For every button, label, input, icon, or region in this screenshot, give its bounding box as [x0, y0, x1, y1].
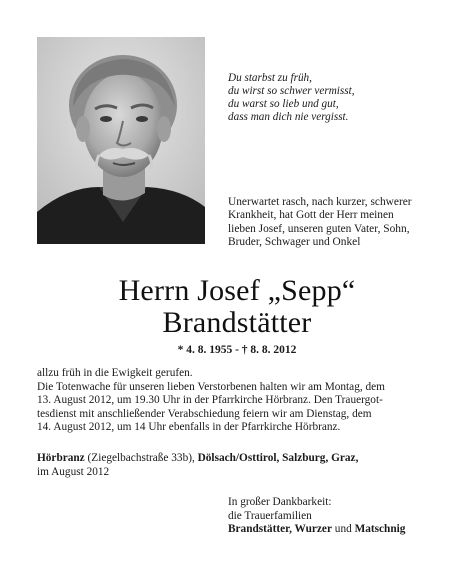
- poem-line: Du starbst zu früh,: [228, 72, 312, 84]
- body-line: 13. August 2012, um 19.30 Uhr in der Pfarrkirche Hörbranz. Den Trauergot-: [37, 394, 383, 407]
- closing-families-label: die Trauerfamilien: [228, 509, 312, 522]
- intro-text: [228, 196, 446, 250]
- place-town: Hörbranz: [37, 452, 85, 464]
- poem: [228, 72, 448, 124]
- poem-line: du warst so lieb und gut,: [228, 98, 339, 110]
- family-names-2: Matschnig: [354, 523, 406, 536]
- body-line: 14. August 2012, um 14 Uhr ebenfalls in der Pfarrkirche Hörbranz.: [37, 421, 341, 434]
- place-street: (Ziegelbachstraße 33b),: [84, 452, 198, 464]
- intro-line: Bruder, Schwager und Onkel: [228, 236, 361, 249]
- body-line: allzu früh in die Ewigkeit gerufen.: [37, 367, 193, 379]
- place-others: Dölsach/Osttirol, Salzburg, Graz,: [197, 452, 359, 464]
- intro-line: lieben Josef, unseren guten Vater, Sohn,: [228, 222, 410, 235]
- poem-line: dass man dich nie vergisst.: [228, 111, 349, 123]
- closing-families: [228, 523, 458, 537]
- poem-line: du wirst so schwer vermisst,: [228, 85, 355, 97]
- family-names-1: Brandstätter, Wurzer: [228, 523, 332, 536]
- closing-thanks: In großer Dankbarkeit:: [228, 496, 332, 508]
- place-date: im August 2012: [37, 465, 110, 478]
- funeral-details: [37, 367, 437, 435]
- closing-signature: [228, 496, 458, 537]
- intro-line: Krankheit, hat Gott der Herr meinen: [228, 209, 394, 222]
- family-and: und: [331, 523, 355, 536]
- intro-line: Unerwartet rasch, nach kurzer, schwerer: [228, 196, 412, 208]
- place-line: [37, 452, 437, 466]
- body-line: tesdienst mit anschließender Verabschiedung feiern wir am Dienstag, dem: [37, 407, 372, 420]
- place-and-date: [37, 452, 437, 479]
- portrait-photo: [37, 37, 205, 244]
- deceased-name-line1: Herrn Josef „Sepp“: [118, 274, 356, 307]
- life-dates: * 4. 8. 1955 - † 8. 8. 2012: [177, 344, 297, 356]
- deceased-name-line2: Brandstätter: [162, 306, 312, 339]
- body-line: Die Totenwache für unseren lieben Verstorbenen halten wir am Montag, dem: [37, 380, 385, 393]
